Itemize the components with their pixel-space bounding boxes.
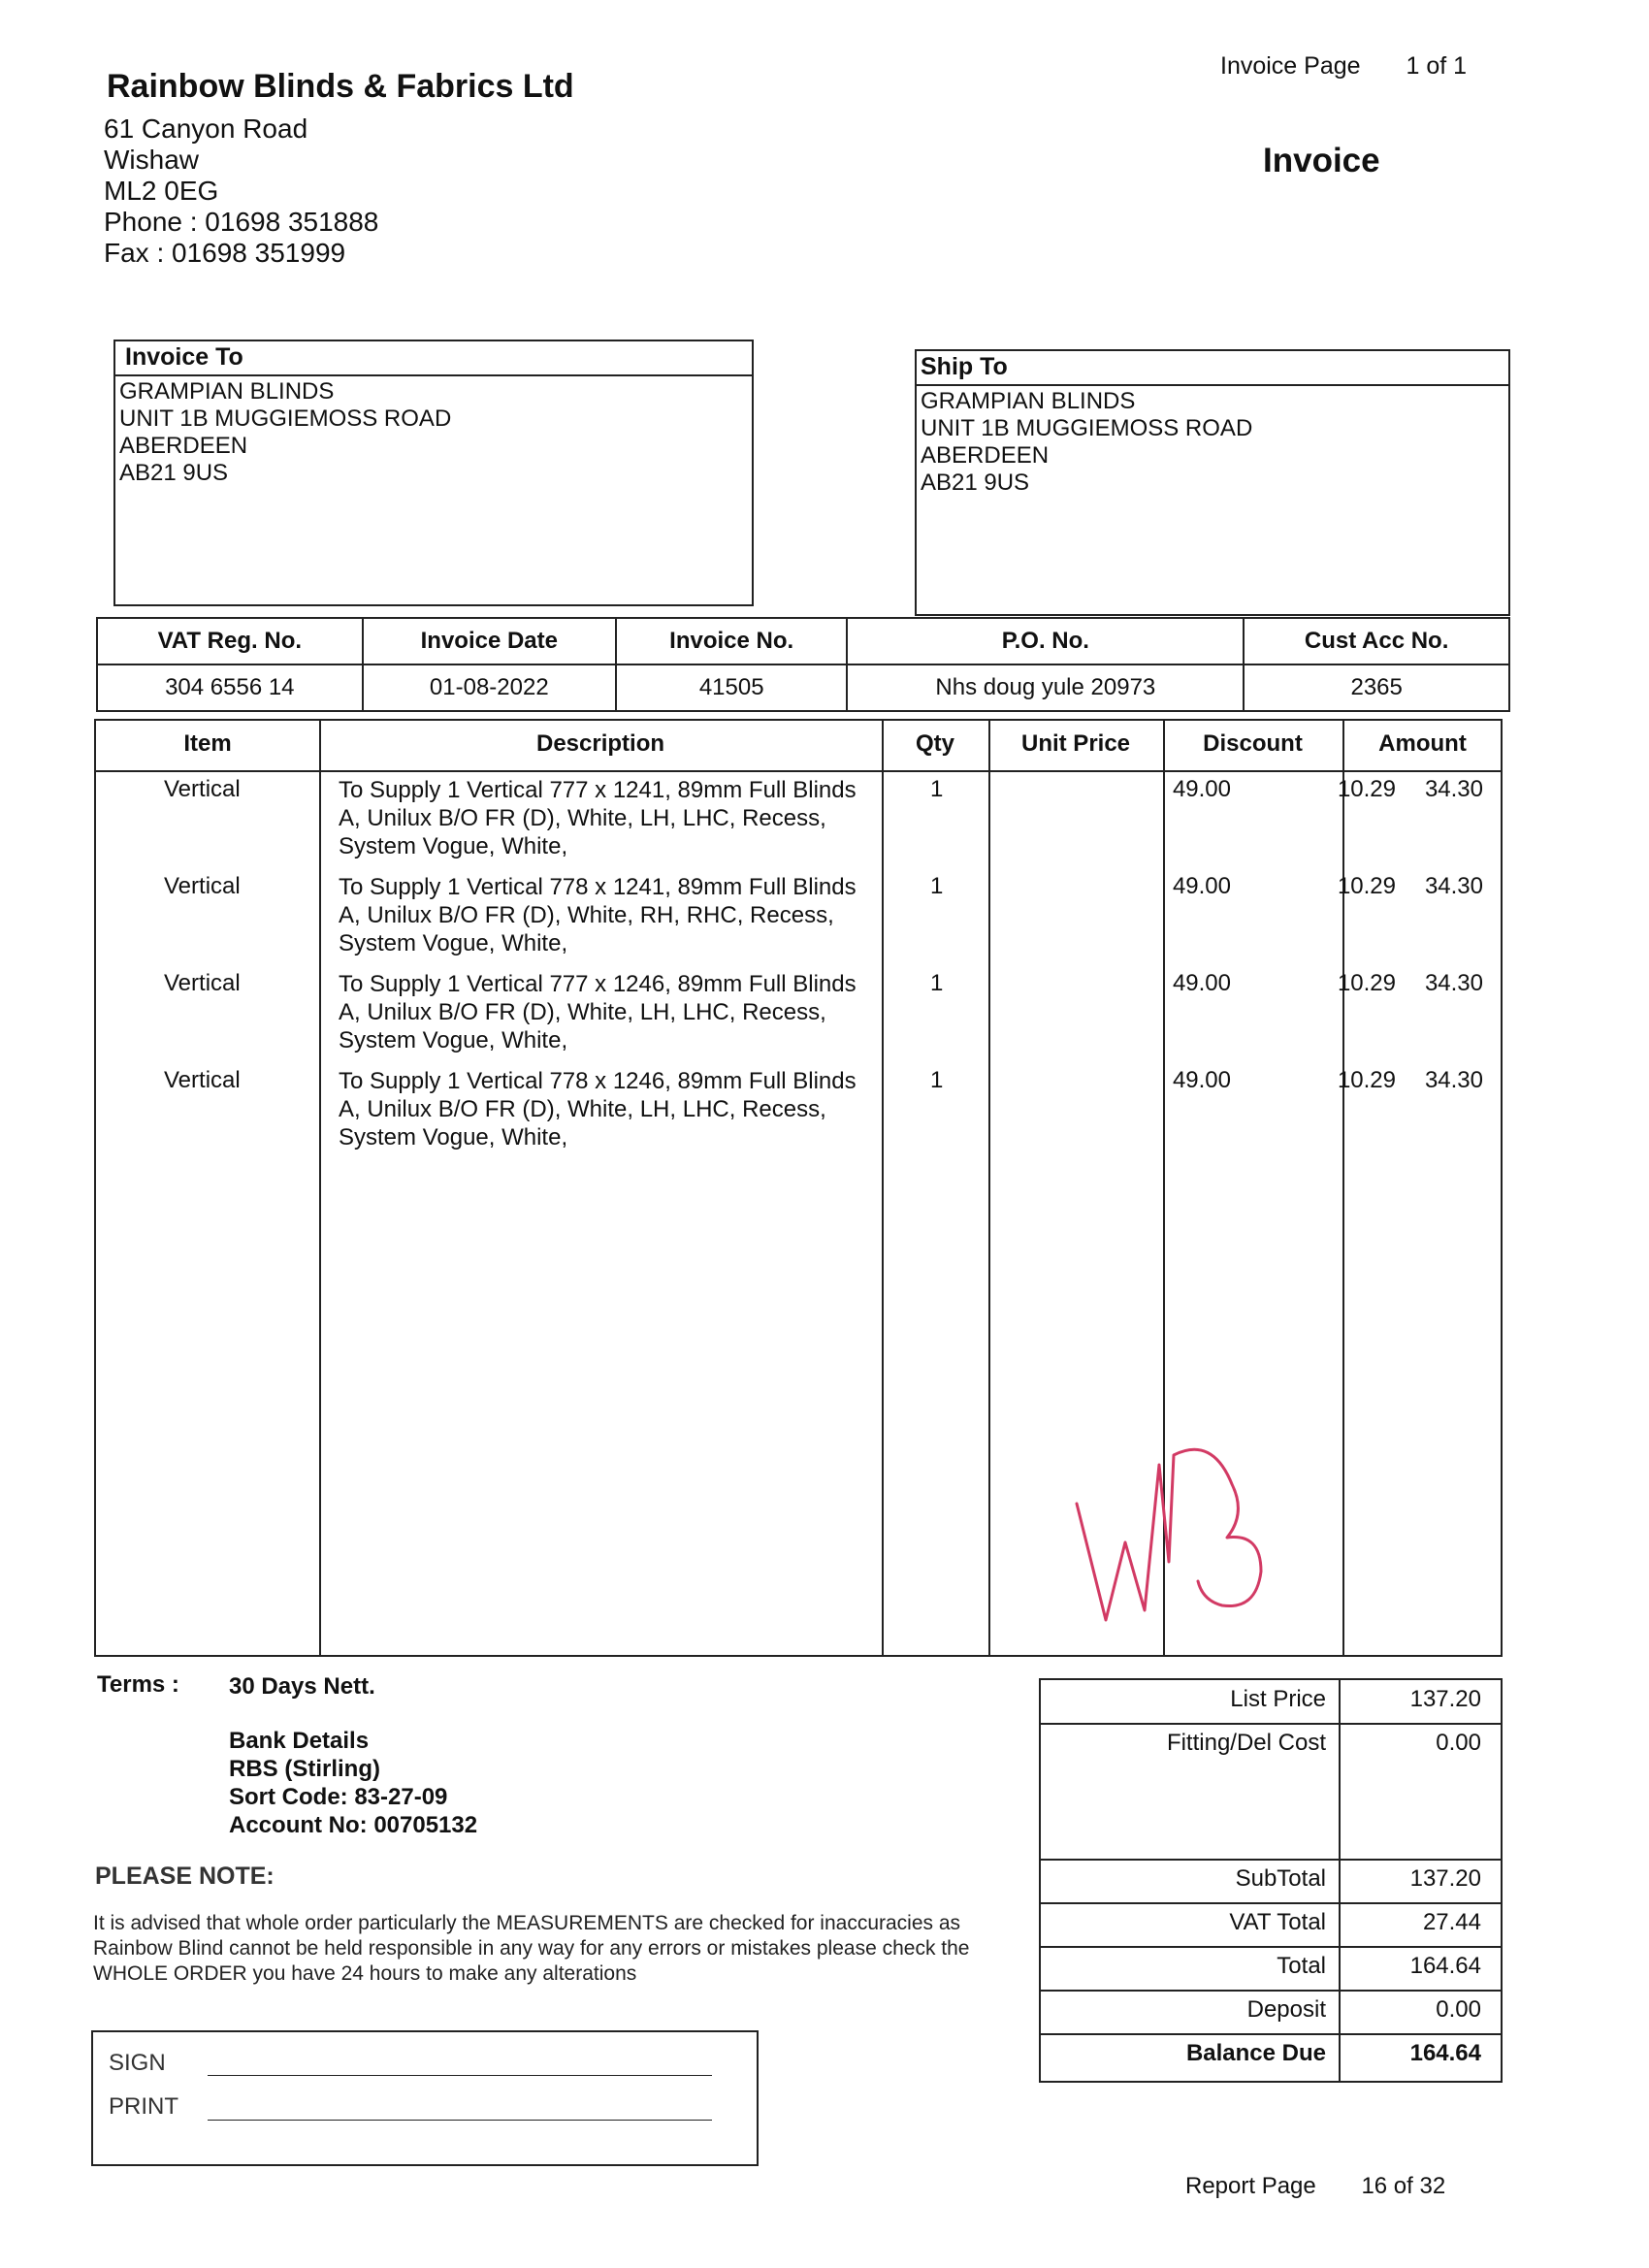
- balance-label: Balance Due: [1185, 2040, 1326, 2066]
- address-line: UNIT 1B MUGGIEMOSS ROAD: [921, 415, 1253, 441]
- row-divider: [1041, 2033, 1501, 2035]
- sign-line[interactable]: [208, 2075, 712, 2076]
- company-fax: Fax : 01698 351999: [104, 238, 346, 268]
- item-column-header: Item: [183, 730, 232, 757]
- discount-cell: 10.29: [1337, 970, 1396, 996]
- deposit-value: 0.00: [1436, 1996, 1481, 2023]
- total-label: Total: [1277, 1953, 1326, 1979]
- handwritten-initials: [1067, 1377, 1290, 1649]
- description-cell: To Supply 1 Vertical 777 x 1246, 89mm Full Blinds A, Unilux B/O FR (D), White, LH, LHC, Recess, System Vogue, White,: [339, 971, 857, 1053]
- item-cell: Vertical: [164, 776, 241, 802]
- address-line: GRAMPIAN BLINDS: [119, 378, 335, 405]
- total-value: 164.64: [1409, 1953, 1481, 1979]
- ship-to-address: [917, 386, 1508, 499]
- amount-cell: 34.30: [1424, 1067, 1483, 1093]
- list-price-value: 137.20: [1409, 1686, 1481, 1712]
- description-column-header: Description: [535, 730, 665, 757]
- invoice-date-header: Invoice Date: [363, 618, 616, 664]
- address-line: ABERDEEN: [921, 442, 1050, 469]
- company-name: Rainbow Blinds & Fabrics Ltd: [107, 68, 574, 105]
- invoice-no-value: 41505: [616, 664, 847, 711]
- description-cell: To Supply 1 Vertical 778 x 1246, 89mm Full Blinds A, Unilux B/O FR (D), White, LH, LHC, Recess, System Vogue, White,: [339, 1068, 857, 1150]
- invoice-page-info: [1220, 52, 1467, 81]
- report-page-info: [1185, 2173, 1445, 2200]
- unit-price-cell: 49.00: [1172, 1067, 1231, 1093]
- row-divider: [1041, 1859, 1501, 1861]
- address-line: AB21 9US: [119, 460, 229, 486]
- header-divider: [96, 770, 1501, 772]
- item-cell: Vertical: [164, 873, 241, 899]
- fitting-label: Fitting/Del Cost: [1166, 1730, 1326, 1756]
- invoice-page-value: 1 of 1: [1406, 52, 1468, 80]
- unit-price-column-header: Unit Price: [1020, 730, 1131, 757]
- table-row: [96, 1067, 1501, 1164]
- terms-label: Terms :: [97, 1671, 179, 1698]
- amount-cell: 34.30: [1424, 776, 1483, 802]
- bank-line: RBS (Stirling): [229, 1756, 380, 1782]
- discount-cell: 10.29: [1337, 873, 1396, 899]
- deposit-label: Deposit: [1246, 1996, 1326, 2023]
- amount-cell: 34.30: [1424, 873, 1483, 899]
- print-line[interactable]: [208, 2120, 712, 2121]
- table-row: [96, 776, 1501, 873]
- vat-value: 27.44: [1422, 1909, 1481, 1935]
- bank-line: Account No: 00705132: [229, 1812, 478, 1838]
- po-no-header: P.O. No.: [847, 618, 1244, 664]
- print-label: PRINT: [109, 2093, 178, 2120]
- row-divider: [1041, 1902, 1501, 1904]
- amount-cell: 34.30: [1424, 970, 1483, 996]
- qty-cell: 1: [930, 873, 944, 899]
- address-line: UNIT 1B MUGGIEMOSS ROAD: [119, 405, 452, 432]
- report-page-label: Report Page: [1185, 2173, 1316, 2199]
- address-line: Wishaw: [104, 145, 200, 175]
- note-heading: PLEASE NOTE:: [95, 1863, 275, 1890]
- bank-line: Sort Code: 83-27-09: [229, 1784, 448, 1810]
- invoice-to-header: Invoice To: [115, 341, 752, 376]
- signature-box: [91, 2030, 759, 2166]
- table-row: [96, 970, 1501, 1067]
- qty-cell: 1: [930, 970, 944, 996]
- discount-column-header: Discount: [1203, 730, 1303, 757]
- unit-price-cell: 49.00: [1172, 776, 1231, 802]
- vat-reg-value: 304 6556 14: [97, 664, 363, 711]
- discount-cell: 10.29: [1337, 776, 1396, 802]
- bank-line: Bank Details: [229, 1728, 370, 1754]
- ship-to-header: Ship To: [917, 351, 1508, 386]
- company-phone: Phone : 01698 351888: [104, 207, 379, 237]
- list-price-label: List Price: [1230, 1686, 1326, 1712]
- balance-value: 164.64: [1409, 2040, 1481, 2066]
- po-no-value: Nhs doug yule 20973: [847, 664, 1244, 711]
- address-line: ML2 0EG: [104, 176, 219, 206]
- description-cell: To Supply 1 Vertical 778 x 1241, 89mm Full Blinds A, Unilux B/O FR (D), White, RH, RHC, Recess, System Vogue, White,: [339, 874, 857, 956]
- address-line: GRAMPIAN BLINDS: [921, 388, 1136, 414]
- cust-acc-header: Cust Acc No.: [1244, 618, 1509, 664]
- subtotal-value: 137.20: [1409, 1865, 1481, 1892]
- line-items-table: [94, 719, 1503, 1657]
- invoice-page-label: Invoice Page: [1220, 52, 1361, 80]
- vat-reg-header: VAT Reg. No.: [97, 618, 363, 664]
- discount-cell: 10.29: [1337, 1067, 1396, 1093]
- report-page-value: 16 of 32: [1361, 2173, 1446, 2199]
- cust-acc-value: 2365: [1244, 664, 1509, 711]
- terms-value: 30 Days Nett.: [229, 1673, 375, 1700]
- row-divider: [1041, 1946, 1501, 1948]
- totals-divider: [1339, 1680, 1341, 2081]
- address-line: 61 Canyon Road: [104, 113, 308, 144]
- item-cell: Vertical: [164, 970, 241, 996]
- invoice-date-value: 01-08-2022: [363, 664, 616, 711]
- vat-label: VAT Total: [1229, 1909, 1326, 1935]
- qty-cell: 1: [930, 1067, 944, 1093]
- amount-column-header: Amount: [1378, 730, 1467, 757]
- unit-price-cell: 49.00: [1172, 873, 1231, 899]
- invoice-no-header: Invoice No.: [616, 618, 847, 664]
- bank-details: [229, 1727, 477, 1839]
- qty-column-header: Qty: [915, 730, 954, 757]
- invoice-meta-table: [96, 617, 1510, 712]
- ship-to-box: [915, 349, 1510, 616]
- item-cell: Vertical: [164, 1067, 241, 1093]
- fitting-value: 0.00: [1436, 1730, 1481, 1756]
- invoice-to-address: [115, 376, 752, 489]
- subtotal-label: SubTotal: [1235, 1865, 1326, 1892]
- document-title: Invoice: [1263, 142, 1380, 179]
- company-address: [104, 113, 378, 269]
- row-divider: [1041, 1723, 1501, 1725]
- row-divider: [1041, 1990, 1501, 1992]
- invoice-to-box: [113, 340, 754, 606]
- totals-box: [1039, 1678, 1503, 2083]
- unit-price-cell: 49.00: [1172, 970, 1231, 996]
- qty-cell: 1: [930, 776, 944, 802]
- note-text: It is advised that whole order particularly the MEASUREMENTS are checked for inaccuracies as Rainbow Blind cannot be held responsible in any way for any errors or mistakes please check the WHOLE ORDER you have 24 hours to make any alterations: [93, 1912, 970, 1985]
- table-row: [96, 873, 1501, 970]
- sign-label: SIGN: [109, 2050, 166, 2076]
- address-line: ABERDEEN: [119, 433, 248, 459]
- description-cell: To Supply 1 Vertical 777 x 1241, 89mm Full Blinds A, Unilux B/O FR (D), White, LH, LHC, Recess, System Vogue, White,: [339, 777, 857, 859]
- address-line: AB21 9US: [921, 470, 1030, 496]
